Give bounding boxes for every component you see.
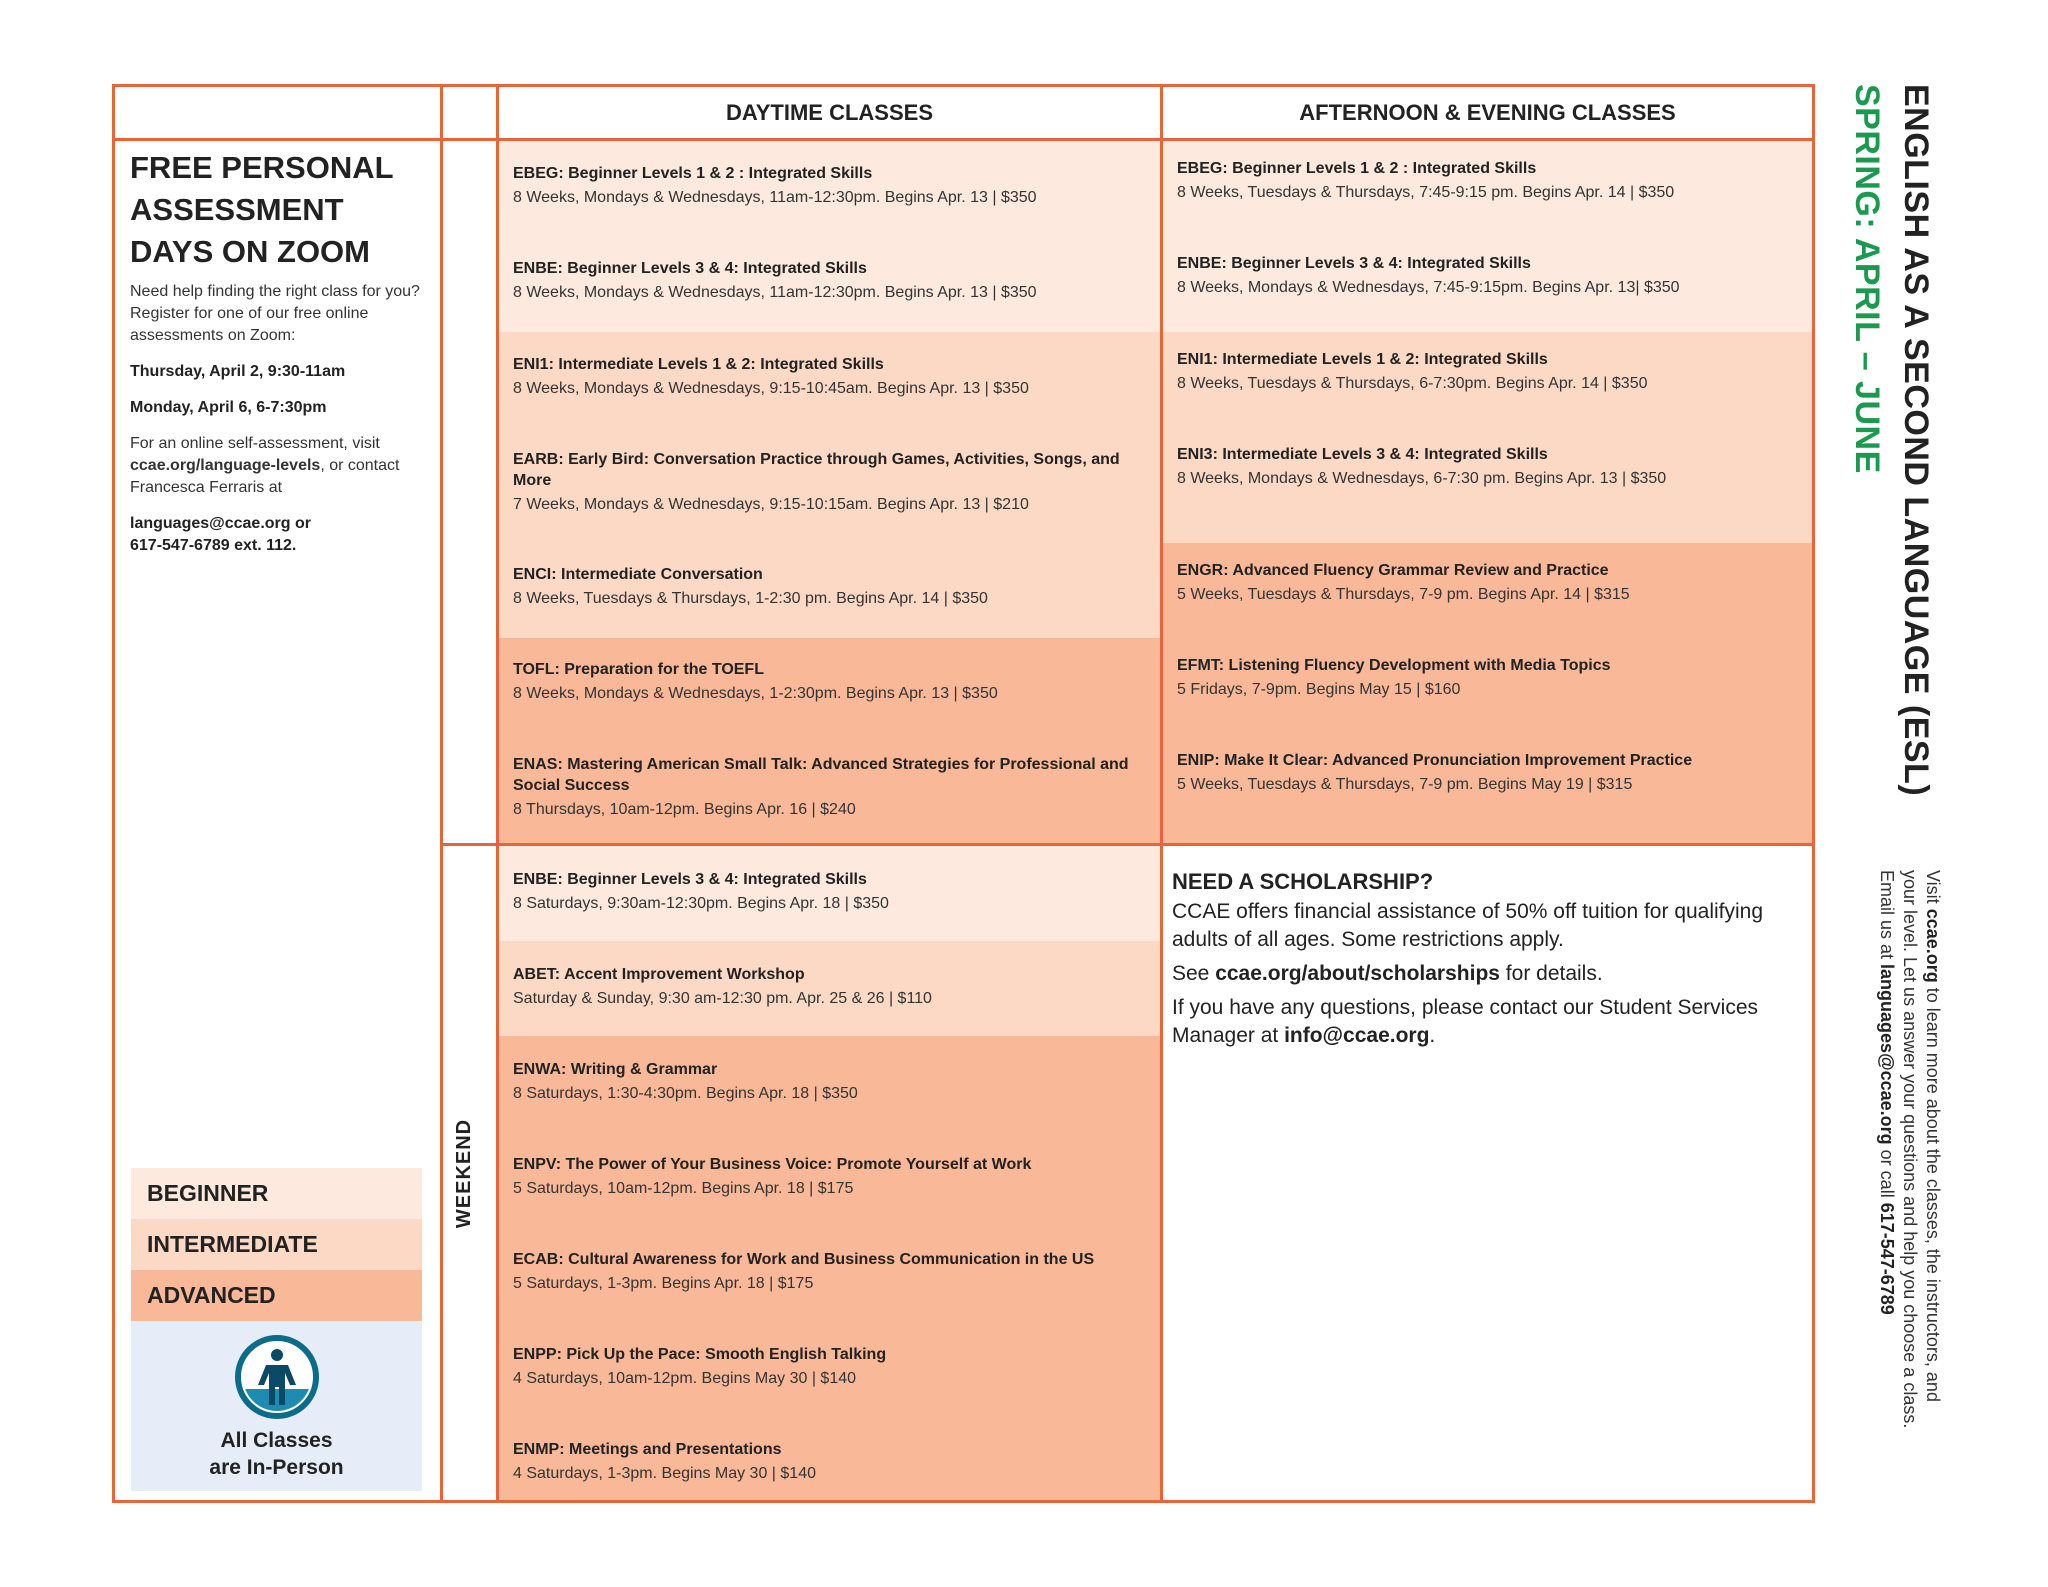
assessment-date: Monday, April 6, 6-7:30pm — [130, 399, 327, 416]
assessment-panel — [130, 147, 430, 557]
class-item — [499, 964, 1160, 1010]
scholarship-link-text: See ccae.org/about/scholarships for details. — [1172, 962, 1603, 985]
class-title: ENPV: The Power of Your Business Voice: Promote Yourself at Work — [513, 1156, 1032, 1173]
scholarship-text: CCAE offers financial assistance of 50% off tuition for qualifying adults of all ages. Some restrictions apply. — [1172, 900, 1764, 951]
class-title: ENBE: Beginner Levels 3 & 4: Integrated Skills — [513, 260, 867, 277]
class-item — [499, 1154, 1160, 1200]
class-detail: Saturday & Sunday, 9:30 am-12:30 pm. Apr. 25 & 26 | $110 — [513, 990, 932, 1007]
evening-classes — [1163, 87, 1812, 843]
class-detail: 8 Weeks, Mondays & Wednesdays, 6-7:30 pm. Begins Apr. 13 | $350 — [1177, 470, 1667, 487]
divider — [440, 87, 443, 1500]
person-icon — [235, 1335, 319, 1419]
assessment-title: FREE PERSONAL ASSESSMENT DAYS ON ZOOM — [130, 150, 394, 269]
class-detail: 8 Weeks, Tuesdays & Thursdays, 1-2:30 pm. Begins Apr. 14 | $350 — [513, 590, 988, 607]
class-title: ENI1: Intermediate Levels 1 & 2: Integrated Skills — [1177, 351, 1548, 368]
class-title: ENWA: Writing & Grammar — [513, 1061, 718, 1078]
daytime-header: DAYTIME CLASSES — [725, 99, 933, 125]
class-title: ENI3: Intermediate Levels 3 & 4: Integrated Skills — [1177, 446, 1548, 463]
class-detail: 8 Weeks, Mondays & Wednesdays, 11am-12:30pm. Begins Apr. 13 | $350 — [513, 189, 1037, 206]
evening-header: AFTERNOON & EVENING CLASSES — [1299, 99, 1676, 125]
class-item — [499, 1439, 1160, 1485]
contact-phone[interactable]: 617-547-6789 ext. 112. — [130, 537, 297, 554]
class-detail: 8 Weeks, Mondays & Wednesdays, 11am-12:30pm. Begins Apr. 13 | $350 — [513, 284, 1037, 301]
class-title: ENAS: Mastering American Small Talk: Advanced Strategies for Professional and Social Success — [513, 756, 1129, 794]
class-item — [1163, 158, 1812, 204]
legend-beginner: BEGINNER — [131, 1168, 422, 1219]
level-legend — [131, 1168, 422, 1491]
class-title: EBEG: Beginner Levels 1 & 2 : Integrated Skills — [1177, 160, 1537, 177]
info-email[interactable]: info@ccae.org — [1284, 1024, 1430, 1047]
weekend-classes — [499, 87, 1160, 1500]
class-item — [1163, 253, 1812, 299]
class-detail: 7 Weeks, Mondays & Wednesdays, 9:15-10:15am. Begins Apr. 13 | $210 — [513, 496, 1029, 513]
class-detail: 5 Weeks, Tuesdays & Thursdays, 7-9 pm. Begins Apr. 14 | $315 — [1177, 586, 1630, 603]
levels-link[interactable]: ccae.org/language-levels — [130, 457, 321, 474]
assessment-intro: Need help finding the right class for you? Register for one of our free online assessments on Zoom: — [130, 283, 420, 344]
class-detail: 5 Saturdays, 1-3pm. Begins Apr. 18 | $175 — [513, 1275, 814, 1292]
class-item — [499, 1059, 1160, 1105]
scholarship-panel — [1172, 868, 1802, 1050]
online-assessment-text: For an online self-assessment, visit ccae.org/language-levels, or contact Francesca Ferraris at — [130, 435, 400, 496]
legend-advanced: ADVANCED — [131, 1270, 422, 1321]
scholarship-link[interactable]: ccae.org/about/scholarships — [1215, 962, 1500, 985]
class-title: ENCI: Intermediate Conversation — [513, 566, 763, 583]
class-title: EARB: Early Bird: Conversation Practice through Games, Activities, Songs, and More — [513, 451, 1120, 489]
in-person-badge — [131, 1321, 422, 1491]
in-person-label: All Classes are In-Person — [209, 1429, 344, 1479]
class-detail: 8 Weeks, Tuesdays & Thursdays, 7:45-9:15 pm. Begins Apr. 14 | $350 — [1177, 184, 1675, 201]
class-title: ENMP: Meetings and Presentations — [513, 1441, 782, 1458]
class-title: ENPP: Pick Up the Pace: Smooth English Talking — [513, 1346, 887, 1363]
scholarship-heading: NEED A SCHOLARSHIP? — [1172, 869, 1434, 894]
class-title: TOFL: Preparation for the TOEFL — [513, 661, 764, 678]
class-detail: 5 Weeks, Tuesdays & Thursdays, 7-9 pm. Begins May 19 | $315 — [1177, 776, 1633, 793]
contact-email[interactable]: languages@ccae.org — [130, 515, 291, 532]
class-title: ENIP: Make It Clear: Advanced Pronunciation Improvement Practice — [1177, 752, 1693, 769]
class-title: EBEG: Beginner Levels 1 & 2 : Integrated Skills — [513, 165, 873, 182]
class-title: EFMT: Listening Fluency Development with Media Topics — [1177, 657, 1611, 674]
class-detail: 8 Saturdays, 1:30-4:30pm. Begins Apr. 18 | $350 — [513, 1085, 858, 1102]
side-email[interactable]: languages@ccae.org — [1877, 964, 1897, 1145]
class-title: ECAB: Cultural Awareness for Work and Business Communication in the US — [513, 1251, 1095, 1268]
season-title: SPRING: APRIL – JUNE — [1848, 84, 1886, 474]
class-detail: 8 Weeks, Mondays & Wednesdays, 1-2:30pm. Begins Apr. 13 | $350 — [513, 685, 998, 702]
class-title: ENI1: Intermediate Levels 1 & 2: Integrated Skills — [513, 356, 884, 373]
class-detail: 5 Fridays, 7-9pm. Begins May 15 | $160 — [1177, 681, 1461, 698]
class-item — [1163, 349, 1812, 395]
contact-info: languages@ccae.org or 617-547-6789 ext. 112. — [130, 515, 311, 554]
schedule-grid — [112, 84, 1815, 1503]
page-title: ENGLISH AS A SECOND LANGUAGE (ESL) — [1897, 84, 1935, 797]
class-detail: 8 Weeks, Tuesdays & Thursdays, 6-7:30pm. Begins Apr. 14 | $350 — [1177, 375, 1648, 392]
side-info: Visit ccae.org to learn more about the classes, the instructors, and your level. Let us answer your questions and help you choose a class. Email us at languages@ccae.org or call 617-547-6789 — [1877, 870, 1943, 1429]
class-detail: 8 Weeks, Mondays & Wednesdays, 7:45-9:15pm. Begins Apr. 13| $350 — [1177, 279, 1680, 296]
class-title: ABET: Accent Improvement Workshop — [513, 966, 805, 983]
class-title: ENBE: Beginner Levels 3 & 4: Integrated Skills — [1177, 255, 1531, 272]
class-detail: 4 Saturdays, 1-3pm. Begins May 30 | $140 — [513, 1465, 816, 1482]
side-phone[interactable]: 617-547-6789 — [1877, 1202, 1897, 1315]
class-detail: 8 Weeks, Mondays & Wednesdays, 9:15-10:45am. Begins Apr. 13 | $350 — [513, 380, 1029, 397]
class-item — [1163, 655, 1812, 701]
class-detail: 5 Saturdays, 10am-12pm. Begins Apr. 18 | $175 — [513, 1180, 854, 1197]
class-title: ENGR: Advanced Fluency Grammar Review and Practice — [1177, 562, 1609, 579]
class-item — [1163, 444, 1812, 490]
class-detail: 8 Thursdays, 10am-12pm. Begins Apr. 16 | $240 — [513, 801, 856, 818]
class-item — [499, 1344, 1160, 1390]
class-title: ENBE: Beginner Levels 3 & 4: Integrated Skills — [513, 871, 867, 888]
class-item — [1163, 750, 1812, 796]
legend-intermediate: INTERMEDIATE — [131, 1219, 422, 1270]
class-detail: 8 Saturdays, 9:30am-12:30pm. Begins Apr. 18 | $350 — [513, 895, 889, 912]
site-link[interactable]: ccae.org — [1923, 908, 1943, 983]
class-item — [499, 1249, 1160, 1295]
class-detail: 4 Saturdays, 10am-12pm. Begins May 30 | $140 — [513, 1370, 857, 1387]
weekend-label: WEEKEND — [453, 1118, 476, 1228]
assessment-date: Thursday, April 2, 9:30-11am — [130, 363, 346, 380]
class-item — [1163, 560, 1812, 606]
class-item — [499, 869, 1160, 915]
scholarship-contact: If you have any questions, please contact our Student Services Manager at info@ccae.org. — [1172, 996, 1759, 1047]
